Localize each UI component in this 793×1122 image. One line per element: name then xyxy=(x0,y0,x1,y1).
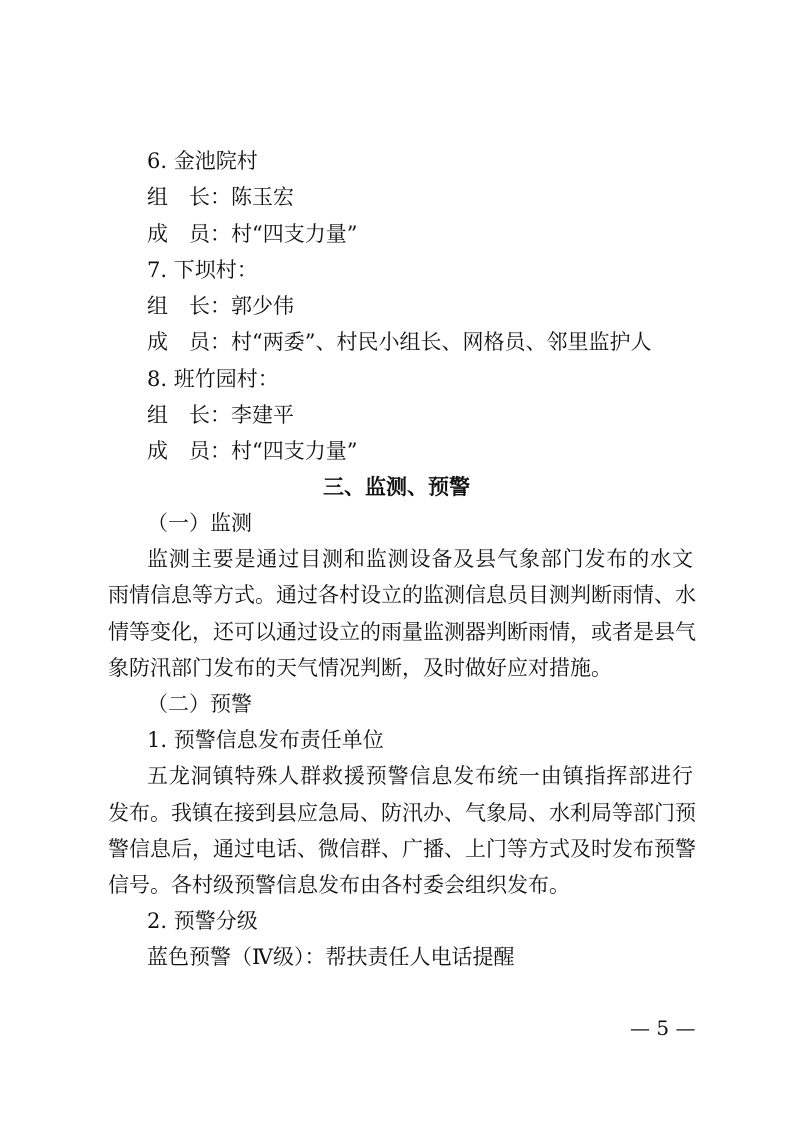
paragraph-line: 警信息后，通过电话、微信群、广播、上门等方式及时发布预警 xyxy=(108,837,696,861)
group-leader-line: 组 长：郭少伟 xyxy=(147,294,294,318)
group-members-line: 成 员：村“四支力量” xyxy=(147,439,358,463)
paragraph-line: 象防汛部门发布的天气情况判断，及时做好应对措施。 xyxy=(108,656,612,680)
section-heading: 三、监测、预警 xyxy=(323,475,470,499)
group-members-line: 成 员：村“四支力量” xyxy=(147,222,358,246)
paragraph-line: 监测主要是通过目测和监测设备及县气象部门发布的水文 xyxy=(147,547,693,571)
paragraph-line: 雨情信息等方式。通过各村设立的监测信息员目测判断雨情、水 xyxy=(108,583,696,607)
group-leader-line: 组 长：陈玉宏 xyxy=(147,185,294,209)
village-title-xiaba: 7. 下坝村： xyxy=(147,258,258,282)
group-leader-line: 组 长：李建平 xyxy=(147,403,294,427)
item-title: 2. 预警分级 xyxy=(147,909,258,933)
paragraph-line: 情等变化，还可以通过设立的雨量监测器判断雨情，或者是县气 xyxy=(108,620,696,644)
paragraph-line: 五龙洞镇特殊人群救援预警信息发布统一由镇指挥部进行 xyxy=(147,764,693,788)
page-number: — 5 — xyxy=(630,1016,696,1040)
village-title-jinchiyuan: 6. 金池院村 xyxy=(147,149,258,173)
subheading-monitoring: （一）监测 xyxy=(147,511,252,535)
paragraph-line: 信号。各村级预警信息发布由各村委会组织发布。 xyxy=(108,873,570,897)
group-members-line: 成 员：村“两委”、村民小组长、网格员、邻里监护人 xyxy=(147,330,652,354)
blue-warning-line: 蓝色预警（Ⅳ级）：帮扶责任人电话提醒 xyxy=(147,945,515,969)
subheading-warning: （二）预警 xyxy=(147,692,252,716)
paragraph-line: 发布。我镇在接到县应急局、防汛办、气象局、水利局等部门预 xyxy=(108,801,696,825)
village-title-banzhuyuan: 8. 班竹园村： xyxy=(147,367,279,391)
item-title: 1. 预警信息发布责任单位 xyxy=(147,728,384,752)
